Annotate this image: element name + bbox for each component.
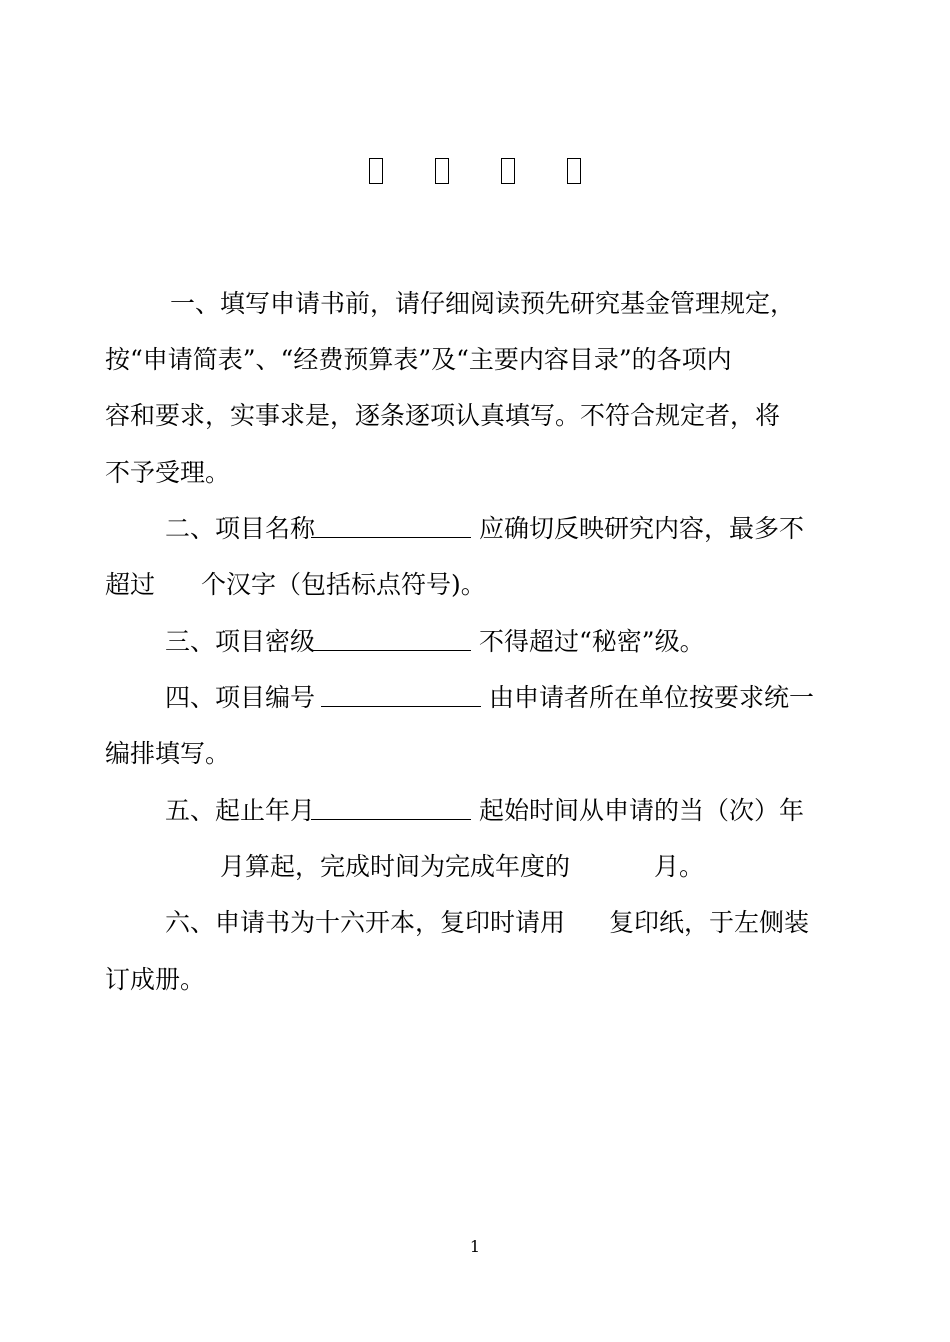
item1-line3: 容和要求，实事求是，逐条逐项认真填写。不符合规定者，将: [105, 401, 781, 430]
item1-line1: 一、填写申请书前，请仔细阅读预先研究基金管理规定，: [170, 289, 796, 318]
item4-line1: [165, 684, 814, 712]
missing-glyph-box: [501, 158, 515, 184]
item2-label: 二、项目名称: [165, 514, 316, 543]
item1-line4: 不予受理。: [105, 458, 231, 487]
item3-line1: [165, 628, 705, 656]
item6-line2: 订成册。: [105, 965, 206, 994]
page-number: 1: [469, 1237, 481, 1256]
project-name-blank: [311, 523, 471, 538]
item2-line2: [105, 571, 486, 599]
item4-text: 由申请者所在单位按要求统一: [489, 683, 815, 712]
item5-label: 五、起止年月: [165, 796, 316, 825]
item5-line2-a: 月算起，完成时间为完成年度的: [220, 852, 571, 881]
item3-text: 不得超过“秘密”级。: [479, 627, 705, 656]
item6-line1: [165, 909, 809, 937]
start-end-date-blank: [311, 805, 471, 820]
item1-line2: 按“申请简表”、“经费预算表”及“主要内容目录”的各项内: [105, 345, 732, 374]
page-title: [0, 155, 950, 185]
item4-line2: 编排填写。: [105, 739, 231, 768]
item5-line2: [220, 853, 704, 881]
item2-line1: [165, 515, 804, 543]
missing-glyph-box: [435, 158, 449, 184]
item2-line2-a: 超过: [105, 570, 156, 599]
item6-line1-a: 六、申请书为十六开本，复印时请用: [165, 908, 566, 937]
item3-label: 三、项目密级: [165, 627, 316, 656]
missing-glyph-box: [369, 158, 383, 184]
project-number-blank: [321, 692, 481, 707]
item5-text: 起始时间从申请的当（次）年: [479, 796, 805, 825]
item4-label: 四、项目编号: [165, 683, 316, 712]
item2-text: 应确切反映研究内容，最多不: [479, 514, 805, 543]
item5-line2-b: 月。: [654, 852, 705, 881]
item2-line2-b: 个汉字（包括标点符号)。: [201, 570, 486, 599]
missing-glyph-box: [567, 158, 581, 184]
item6-line1-b: 复印纸，于左侧装: [609, 908, 810, 937]
security-level-blank: [311, 636, 471, 651]
item5-line1: [165, 797, 804, 825]
